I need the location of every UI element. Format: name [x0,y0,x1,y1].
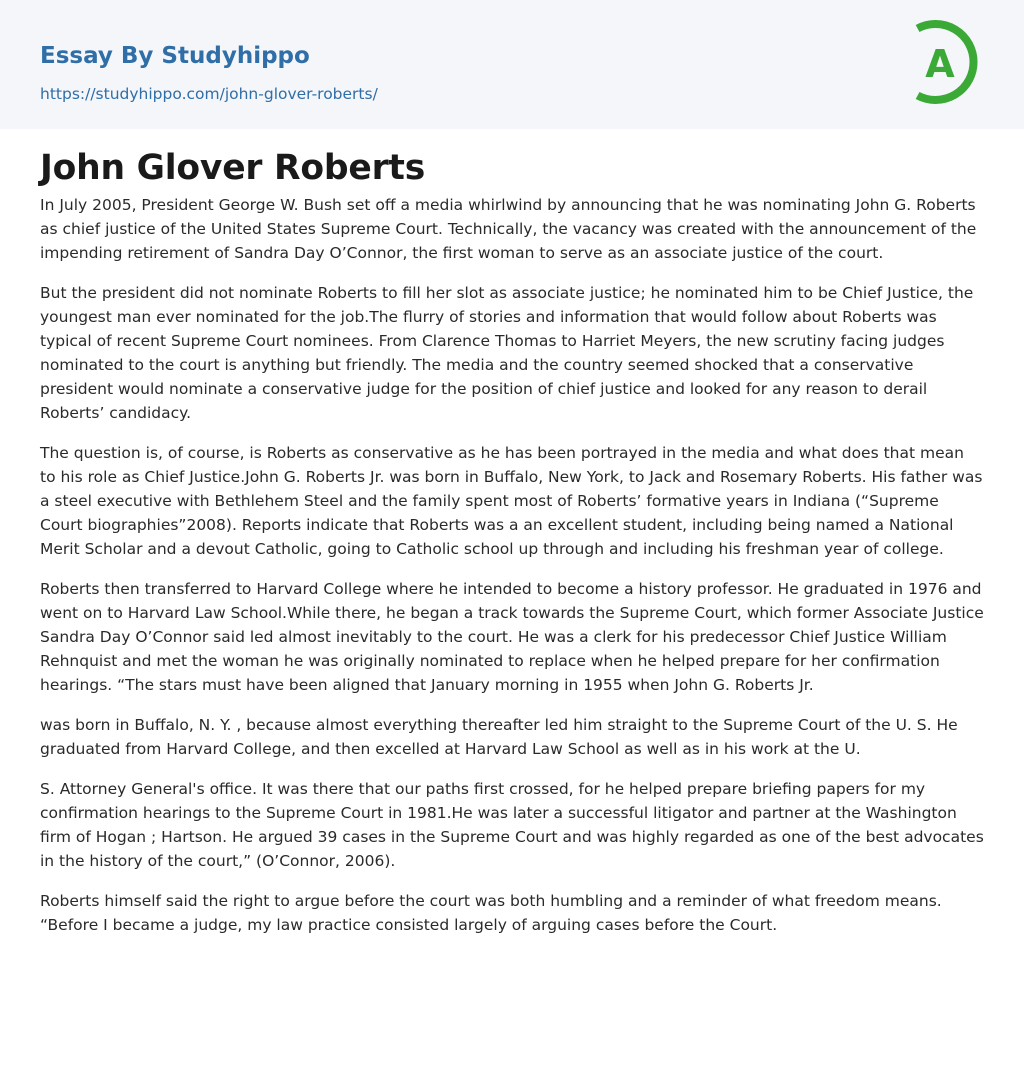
essay-paragraph: Roberts himself said the right to argue before the court was both humbling and a reminder of what freedom means. “Before I became a judge, my law practice consisted largely of arguing cases before the Court. [40,892,942,934]
essay-paragraph: But the president did not nominate Roberts to fill her slot as associate justice; he nominated him to be Chief Justice, the youngest man ever nominated for the job.The flurry of stories and information that would follow about Roberts was typical of recent Supreme Court nominees. From Clarence Thomas to Harriet Meyers, the new scrutiny facing judges nominated to the court is anything but friendly. The media and the country seemed shocked that a conservative president would nominate a conservative judge for the position of chief justice and looked for any reason to derail Roberts’ candidacy. [40,284,974,422]
site-header [0,0,1024,129]
page-title: John Glover Roberts [40,148,426,188]
essay-paragraph: was born in Buffalo, N. Y. , because almost everything thereafter led him straight to the Supreme Court of the U. S. He graduated from Harvard College, and then excelled at Harvard Law School as well as in his work at the U. [40,716,958,758]
essay-paragraph: The question is, of course, is Roberts as conservative as he has been portrayed in the media and what does that mean to his role as Chief Justice.John G. Roberts Jr. was born in Buffalo, New York, to Jack and Rosemary Roberts. His father was a steel executive with Bethlehem Steel and the family spent most of Roberts’ formative years in Indiana (“Supreme Court biographies”2008). Reports indicate that Roberts was a an excellent student, including being named a National Merit Scholar and a devout Catholic, going to Catholic school up through and including his freshman year of college. [40,444,983,558]
essay-paragraph: S. Attorney General's office. It was there that our paths first crossed, for he helped prepare briefing papers for my confirmation hearings to the Supreme Court in 1981.He was later a successful litigator and partner at the Washington firm of Hogan ; Hartson. He argued 39 cases in the Supreme Court and was highly regarded as one of the best advocates in the history of the court,” (O’Connor, 2006). [40,780,984,870]
essay-body [0,129,1024,937]
essay-paragraph: In July 2005, President George W. Bush set off a media whirlwind by announcing that he was nominating John G. Roberts as chief justice of the United States Supreme Court. Technically, the vacancy was created with the announcement of the impending retirement of Sandra Day O’Connor, the first woman to serve as an associate justice of the court. [40,196,977,262]
studyhippo-logo-icon [912,18,988,106]
essay-paragraph: Roberts then transferred to Harvard College where he intended to become a history professor. He graduated in 1976 and went on to Harvard Law School.While there, he began a track towards the Supreme Court, which former Associate Justice Sandra Day O’Connor said led almost inevitably to the court. He was a clerk for his predecessor Chief Justice William Rehnquist and met the woman he was originally nominated to replace when he helped prepare for her confirmation hearings. “The stars must have been aligned that January morning in 1955 when John G. Roberts Jr. [40,580,984,694]
logo-letter: A [925,42,955,86]
essay-url-link[interactable]: https://studyhippo.com/john-glover-roberts/ [40,85,378,103]
brand-title: Essay By Studyhippo [40,43,310,69]
